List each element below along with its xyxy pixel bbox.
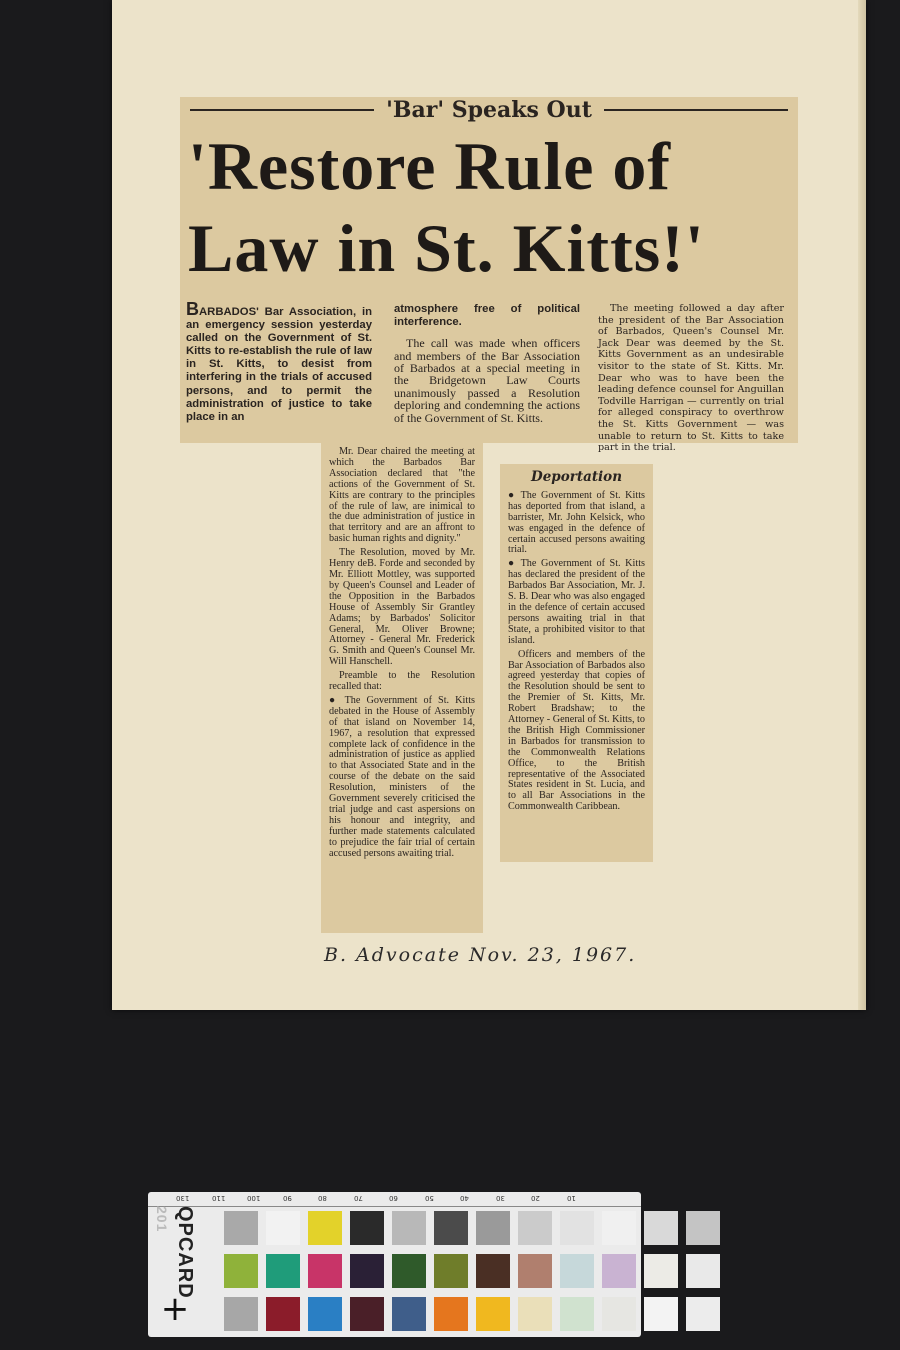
continuation-text bbox=[329, 447, 475, 863]
color-swatch bbox=[266, 1297, 300, 1331]
color-swatch bbox=[476, 1297, 510, 1331]
color-swatch bbox=[350, 1297, 384, 1331]
color-swatch bbox=[392, 1211, 426, 1245]
third-column-body: The meeting followed a day after the president of the Bar Association of Barbados, Queen's Counsel Mr. Jack Dear was deemed by the St. Kitts Government as an undesirable visitor to the state of St. Kitts. Mr. Dear who was to have been the leading defence counsel for Anguillan Todville Harrigan — currently on trial for alleged conspiracy to overthrow the St. Kitts Government — was unable to return to St. Kitts to take part in the trial. bbox=[598, 303, 784, 454]
color-swatch bbox=[224, 1297, 258, 1331]
color-swatch bbox=[266, 1254, 300, 1288]
color-swatch bbox=[434, 1297, 468, 1331]
color-swatch bbox=[434, 1211, 468, 1245]
color-swatch bbox=[560, 1211, 594, 1245]
body-paragraph: The Resolution, moved by Mr. Henry deB. Forde and seconded by Mr. Elliott Mottley, was supported by Queen's Counsel and Leader of the Opposition in the Barbados House of Assembly Sir Grantley Adams; by Barbados' Solicitor General, Mr. Oliver Browne; Attorney - General Mr. Frederick G. Smith and Queen's Counsel Mr. Will Hanschell. bbox=[329, 547, 475, 668]
color-swatch bbox=[686, 1211, 720, 1245]
ruler-label: 60 bbox=[389, 1194, 398, 1202]
second-column-body: The call was made when officers and members of the Bar Association of Barbados at a special meeting in the Bridgetown Law Courts unanimously passed a Resolution deploring and condemning the actions of the Government of St. Kitts. bbox=[394, 336, 580, 425]
color-swatch bbox=[392, 1297, 426, 1331]
continuation-clipping bbox=[321, 443, 483, 933]
color-swatch bbox=[476, 1211, 510, 1245]
color-swatch bbox=[644, 1297, 678, 1331]
drop-cap: B bbox=[186, 299, 199, 319]
deportation-clipping bbox=[500, 464, 653, 862]
color-swatch bbox=[308, 1254, 342, 1288]
card-ruler bbox=[148, 1192, 641, 1207]
second-column-bold: atmosphere free of political interference. bbox=[394, 303, 580, 329]
deportation-paragraph: ● The Government of St. Kitts has declared the president of the Barbados Bar Association, Mr. J. S. B. Dear who was also engaged in the defence of certain accused persons awaiting trial in that State, a prohibited visitor to that island. bbox=[508, 558, 645, 646]
color-swatch bbox=[308, 1297, 342, 1331]
ruler-label: 10 bbox=[566, 1194, 576, 1202]
ruler-label: 70 bbox=[353, 1194, 363, 1202]
color-swatch bbox=[224, 1211, 258, 1245]
kicker-row bbox=[190, 97, 788, 123]
lead-column bbox=[186, 299, 372, 424]
color-swatch bbox=[350, 1254, 384, 1288]
deportation-paragraph: Officers and members of the Bar Association of Barbados also agreed yesterday that copies of the Resolution should be sent to the Premier of St. Kitts, Mr. Robert Bradshaw; to the Attorney - General of St. Kitts, to the British High Commissioner in Barbados for transmission to the Commonwealth Relations Office, to the British representative of the Associated States resident in St. Lucia, and to all Bar Associations in the Commonwealth Caribbean. bbox=[508, 648, 645, 813]
lead-text: ARBADOS' Bar Association, in an emergency session yesterday called on the Government of St. Kitts to re-establish the rule of law in St. Kitts, to desist from interfering in the trials of accused persons, and to permit the administration of justice to take place in an bbox=[186, 306, 372, 423]
color-swatch bbox=[686, 1297, 720, 1331]
color-swatch bbox=[518, 1254, 552, 1288]
kicker: 'Bar' Speaks Out bbox=[386, 97, 592, 123]
body-paragraph: ● The Government of St. Kitts debated in the House of Assembly of that island on November 14, 1967, a resolution that expressed complete lack of confidence in the administration of justice as applied to that Associated State and in the course of the debate on the said Resolution, ministers of the Government severely criticised the trial judge and cast aspersions on his honour and integrity, and further made statements calculated to prejudice the fair trial of certain accused persons awaiting trial. bbox=[329, 694, 475, 859]
ruler-label: 20 bbox=[531, 1194, 540, 1202]
color-swatch bbox=[392, 1254, 426, 1288]
color-swatch bbox=[560, 1297, 594, 1331]
color-swatch bbox=[644, 1254, 678, 1288]
deportation-paragraph: ● The Government of St. Kitts has deported from that island, a barrister, Mr. John Kelsick, who was engaged in the defence of certain accused persons awaiting trial. bbox=[508, 489, 645, 556]
ruler-label: 50 bbox=[424, 1194, 434, 1202]
ruler-label: 80 bbox=[318, 1194, 327, 1202]
headline: 'Restore Rule of Law in St. Kitts!' bbox=[188, 128, 705, 286]
ruler-label: 40 bbox=[460, 1194, 469, 1202]
logo-version: 201 bbox=[154, 1206, 170, 1233]
ruler-label: 30 bbox=[495, 1194, 505, 1202]
logo-text: QPCARD bbox=[174, 1206, 196, 1299]
color-swatch bbox=[434, 1254, 468, 1288]
ruler-label: 100 bbox=[247, 1194, 261, 1202]
handwritten-source-note: B. Advocate Nov. 23, 1967. bbox=[324, 944, 637, 966]
page-edge bbox=[858, 0, 866, 1010]
color-swatch bbox=[476, 1254, 510, 1288]
color-swatch bbox=[686, 1254, 720, 1288]
deportation-heading: Deportation bbox=[530, 469, 623, 485]
body-paragraph: Mr. Dear chaired the meeting at which the Barbados Bar Association declared that "the actions of the Government of St. Kitts are contrary to the principles of the rule of law, are inimical to the due administration of justice in that territory and are an affront to basic human rights and dignity." bbox=[329, 446, 475, 545]
scrapbook-page bbox=[112, 0, 866, 1010]
color-swatch bbox=[602, 1297, 636, 1331]
color-swatch bbox=[224, 1254, 258, 1288]
color-swatch bbox=[266, 1211, 300, 1245]
color-swatch bbox=[602, 1254, 636, 1288]
deportation-text bbox=[508, 468, 645, 816]
ruler-label: 130 bbox=[176, 1194, 190, 1202]
color-swatch bbox=[518, 1211, 552, 1245]
ruler-label: 110 bbox=[211, 1194, 225, 1202]
color-swatch bbox=[644, 1211, 678, 1245]
color-swatch bbox=[518, 1297, 552, 1331]
second-column bbox=[394, 303, 580, 424]
kicker-rule-right bbox=[604, 109, 788, 111]
color-swatch bbox=[350, 1211, 384, 1245]
crosshair-icon: + bbox=[160, 1289, 190, 1329]
headline-clipping bbox=[180, 97, 798, 454]
ruler-label: 90 bbox=[282, 1194, 292, 1202]
third-column bbox=[598, 303, 784, 454]
kicker-rule-left bbox=[190, 109, 374, 111]
color-swatch-grid bbox=[224, 1211, 720, 1331]
color-swatch bbox=[602, 1211, 636, 1245]
color-swatch bbox=[308, 1211, 342, 1245]
color-swatch bbox=[560, 1254, 594, 1288]
body-paragraph: Preamble to the Resolution recalled that: bbox=[329, 670, 475, 693]
color-calibration-card bbox=[148, 1192, 641, 1337]
